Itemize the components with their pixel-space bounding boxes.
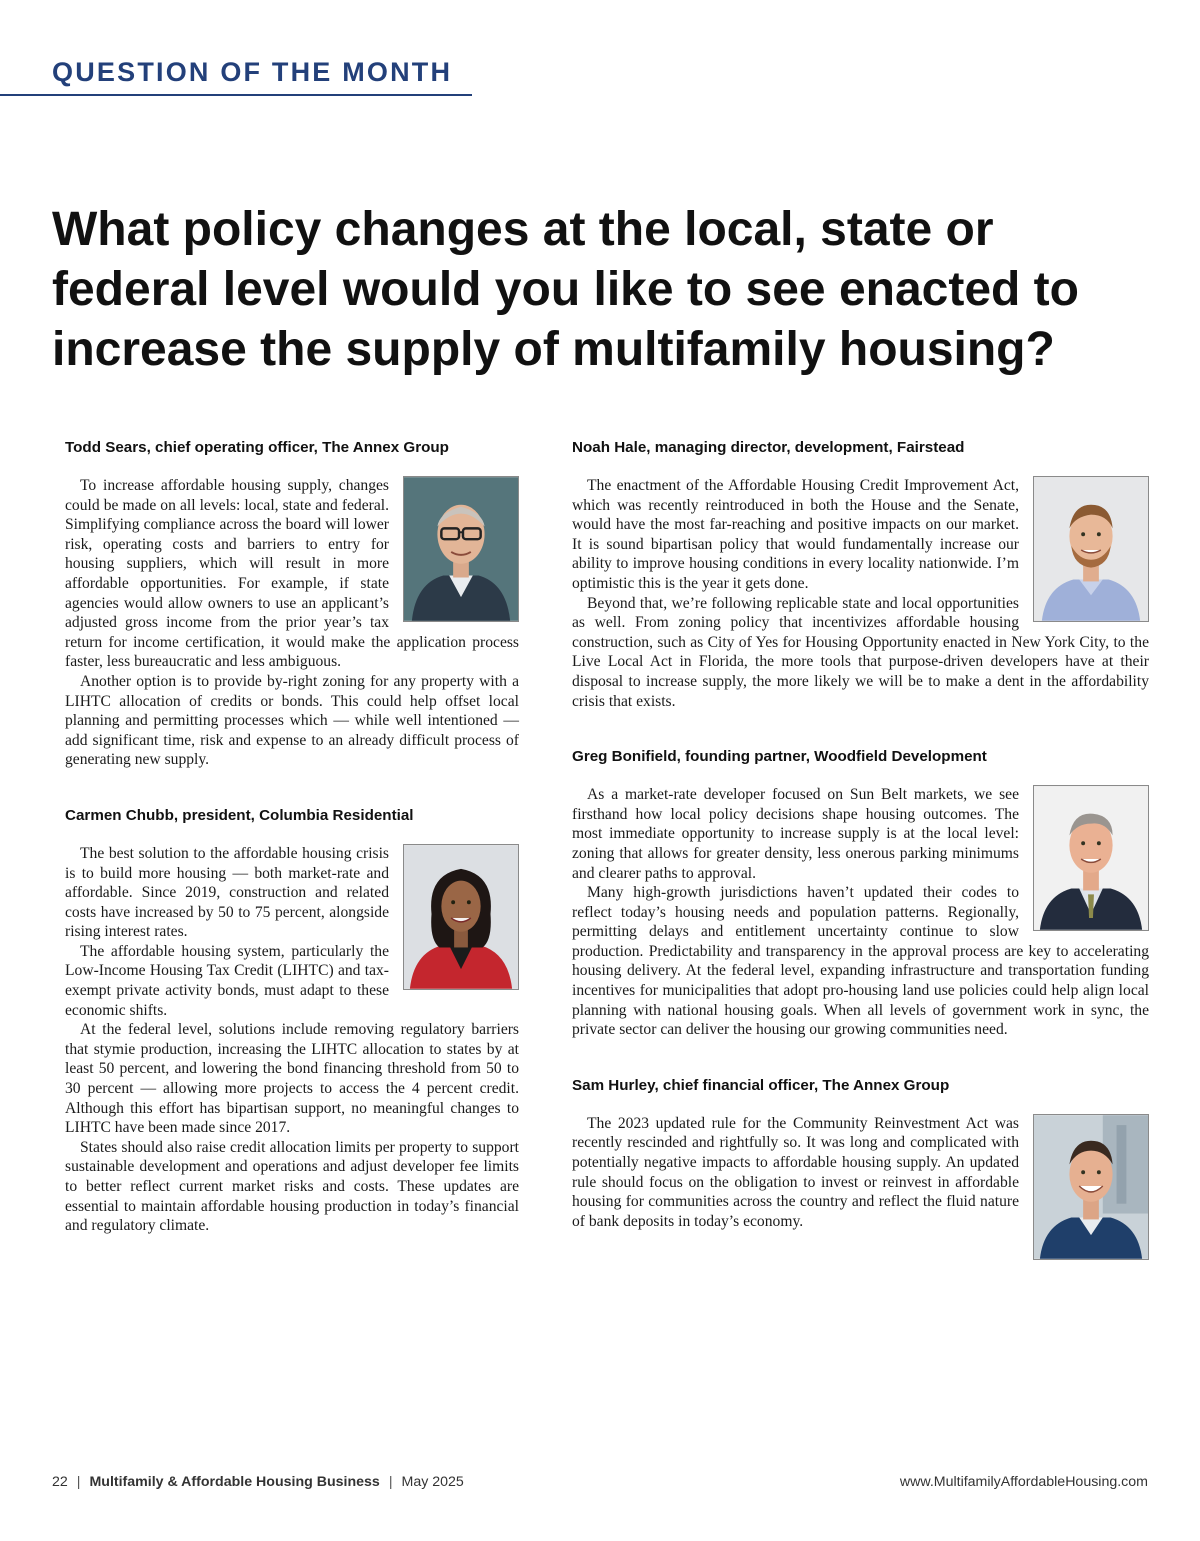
response-todd-sears <box>65 438 519 770</box>
paragraph: Beyond that, we’re following replicable state and local opportunities as well. From zoning policy that incentivizes affordable housing construction, such as City of Yes for Housing Opportunity enacted in New York City, to the Live Local Act in Florida, the more tools that purpose-driven developers have at their disposal to increase supply, the more likely we will be to make a dent in the affordability crisis that exists. <box>572 594 1149 710</box>
portrait-carmen-chubb-icon <box>404 845 518 989</box>
portrait-photo <box>1033 476 1149 622</box>
portrait-sam-hurley-icon <box>1034 1115 1148 1259</box>
byline: Noah Hale, managing director, development, Fairstead <box>572 439 965 456</box>
byline: Sam Hurley, chief financial officer, The Annex Group <box>572 1076 950 1094</box>
section-rule <box>0 94 472 96</box>
response-body <box>572 785 1149 1040</box>
magazine-name: Multifamily & Affordable Housing Business <box>89 1474 380 1490</box>
response-body <box>572 476 1149 711</box>
paragraph: Another option is to provide by-right zoning for any property with a LIHTC allocation of credits or bonds. This could help offset local planning and permitting processes which — while well intentioned — add significant time, risk and expense to an already difficult process of generating new supply. <box>65 672 519 769</box>
response-greg-bonifield <box>572 747 1149 1040</box>
response-body <box>65 844 519 1236</box>
portrait-todd-sears-icon <box>404 477 518 621</box>
paragraph: The best solution to the affordable housing crisis is to build more housing — both market-rate and affordable. Since 2019, construction and related costs have increased by 50 to 75 percent, alongside rising interest rates. <box>65 844 389 941</box>
portrait-photo <box>1033 1114 1149 1260</box>
paragraph: As a market-rate developer focused on Sun Belt markets, we see firsthand how local policy decisions shape housing outcomes. The most immediate opportunity to increase supply is at the local level: zoning that allows for greater density, less onerous parking minimums and clearer paths to approval. <box>572 786 1019 882</box>
byline: Greg Bonifield, founding partner, Woodfield Development <box>572 748 987 766</box>
paragraph: The affordable housing system, particularly the Low-Income Housing Tax Credit (LIHTC) and tax-exempt private activity bonds, must adapt to these economic shifts. <box>65 942 389 1019</box>
paragraph: The enactment of the Affordable Housing Credit Improvement Act, which was recently reintroduced in both the House and the Senate, would have the most far-reaching and positive impacts on our market. It is sound bipartisan policy that would fundamentally increase our ability to improve housing conditions in every locality nationwide. I’m optimistic this is the year it gets done. <box>572 477 1019 592</box>
portrait-photo <box>403 476 519 622</box>
issue-date: May 2025 <box>401 1474 464 1490</box>
portrait-noah-hale-icon <box>1034 477 1148 621</box>
page-number: 22 <box>52 1474 68 1490</box>
left-column <box>65 438 519 1236</box>
section-label: QUESTION OF THE MONTH <box>52 57 453 87</box>
footer-separator: | <box>388 1474 393 1490</box>
response-noah-hale <box>572 438 1149 711</box>
response-carmen-chubb <box>65 806 519 1236</box>
right-column <box>572 438 1149 1264</box>
portrait-photo <box>1033 785 1149 931</box>
response-body <box>572 1114 1149 1232</box>
portrait-photo <box>403 844 519 990</box>
footer-separator: | <box>76 1474 81 1490</box>
page-headline: What policy changes at the local, state or federal level would you like to see enacted to increase the supply of multifamily housing? <box>52 203 1079 376</box>
byline: Todd Sears, chief operating officer, The Annex Group <box>65 439 449 456</box>
portrait-greg-bonifield-icon <box>1034 786 1148 930</box>
paragraph: To increase affordable housing supply, changes could be made on all levels: local, state and federal. Simplifying compliance across the board will lower risk, operating costs and barriers to entry for housing suppliers, which will result in more affordable opportunities. For example, if state agencies would allow owners to use an applicant’s adjusted gross income from the prior year’s tax return for income certification, it would make the application process faster, less bureaucratic and less ambiguous. <box>65 477 519 671</box>
footer-publication <box>52 1474 464 1490</box>
response-body <box>65 476 519 770</box>
paragraph: Many high-growth jurisdictions haven’t updated their codes to reflect today’s housing needs and population patterns. Regionally, permitting delays and entitlement uncertainty continue to slow production. Predictability and transparency in the approval process are key to accelerating housing delivery. At the federal level, expanding infrastructure and transportation funding incentives for municipalities that adopt pro-housing land use policies could help align local planning with national housing goals. When all levels of government work in sync, the private sector can deliver the housing our growing communities need. <box>572 884 1149 1039</box>
response-sam-hurley <box>572 1076 1149 1232</box>
paragraph: States should also raise credit allocation limits per property to support sustainable development and operations and adjust developer fee limits to better reflect current market risks and costs. These updates are essential to maintain affordable housing production in today’s financial and regulatory climate. <box>65 1138 519 1235</box>
website-link[interactable]: www.MultifamilyAffordableHousing.com <box>899 1474 1148 1490</box>
paragraph: The 2023 updated rule for the Community Reinvestment Act was recently rescinded and rightfully so. It was long and complicated with potentially negative impacts to affordable housing supply. An updated rule should focus on the obligation to invest or reinvest in affordable housing for communities across the country and reflect the fluid nature of bank deposits in today’s economy. <box>572 1114 1019 1230</box>
byline: Carmen Chubb, president, Columbia Residential <box>65 806 414 824</box>
paragraph: At the federal level, solutions include removing regulatory barriers that stymie production, increasing the LIHTC allocation to states by at least 50 percent, and lowering the bond financing threshold from 50 to 30 percent — allowing more projects to access the 4 percent credit. Although this effort has bipartisan support, no meaningful changes to LIHTC have been made since 2017. <box>65 1021 519 1137</box>
